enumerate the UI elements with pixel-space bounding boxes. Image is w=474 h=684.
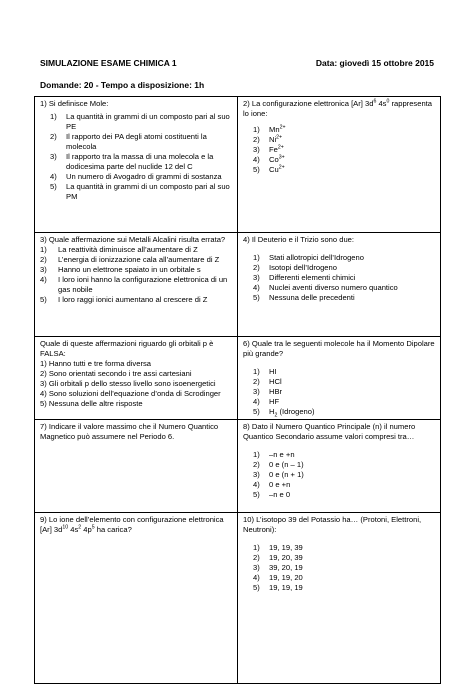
list-item: 4) Un numero di Avogadro di grammi di sostanza [50, 172, 222, 182]
list-item: 1) HI [253, 367, 277, 377]
list-item: 1) $Mn^{2+}$ [253, 124, 286, 135]
list-item: 1) –n e +n [253, 450, 295, 460]
list-item: 2) Il rapporto dei PA degli atomi costituenti la molecola [50, 132, 207, 152]
list-item: 1) La quantità in grammi di un composto pari al suo PE [50, 112, 230, 132]
question-2-options [243, 125, 436, 175]
question-4-options [243, 253, 436, 303]
table-row [35, 233, 441, 337]
question-6-prompt: 6) Quale tra le seguenti molecole ha il Momento Dipolare più grande? [243, 339, 435, 359]
list-item: 3) HBr [253, 387, 283, 397]
list-item: 4) $Co^{3+}$ [253, 154, 285, 165]
list-item: 1) La reattività diminuisce all’aumentare di Z [40, 245, 198, 255]
question-4-cell [238, 233, 441, 337]
list-item: 5) Nessuna delle altre risposte [40, 399, 143, 409]
question-5-cell [35, 337, 238, 420]
list-item: 3) Gli orbitali p dello stesso livello sono isoenergetici [40, 379, 216, 389]
question-3-cell [35, 233, 238, 337]
question-3-options [40, 245, 233, 305]
list-item: 5) La quantità in grammi di un composto pari al suo PM [50, 182, 230, 202]
list-item: 4) 19, 19, 20 [253, 573, 303, 583]
table-row [35, 337, 441, 420]
list-item: 3) $Fe^{2+}$ [253, 144, 284, 155]
question-1-options [40, 112, 233, 202]
question-5-prompt: Quale di queste affermazioni riguardo gli orbitali p è FALSA: [40, 339, 214, 359]
list-item: 5) I loro raggi ionici aumentano al crescere di Z [40, 295, 208, 305]
list-item: 4) Sono soluzioni dell’equazione d’onda di Scrodinger [40, 389, 221, 399]
list-item: 1) 19, 19, 39 [253, 543, 303, 553]
list-item: 2) HCl [253, 377, 282, 387]
list-item: 4) Nuclei aventi diverso numero quantico [253, 283, 398, 293]
list-item: 1) Stati allotropici dell’Idrogeno [253, 253, 364, 263]
exam-date: Data: giovedì 15 ottobre 2015 [315, 58, 434, 68]
list-item: 2) $Ni^{2+}$ [253, 134, 283, 145]
questions-table [34, 96, 441, 684]
list-item: 2) L’energia di ionizzazione cala all’aumentare di Z [40, 255, 220, 265]
question-10-options [243, 543, 436, 593]
list-item: 5) –n e 0 [253, 490, 291, 500]
list-item: 4) 0 e +n [253, 480, 291, 490]
question-8-prompt: 8) Dato il Numero Quantico Principale (n) il numero Quantico Secondario assume valori compresi tra… [243, 422, 416, 442]
table-row [35, 513, 441, 684]
question-1-prompt: 1) Si definisce Mole: [40, 99, 109, 108]
question-6-options [243, 367, 436, 417]
list-item: 3) Il rapporto tra la massa di una molecola e la dodicesima parte del nuclide 12 del C [50, 152, 214, 172]
list-item: 4) I loro ioni hanno la configurazione elettronica di un gas nobile [40, 275, 228, 295]
list-item: 2) 19, 20, 39 [253, 553, 303, 563]
question-10-prompt: 10) L’isotopo 39 del Potassio ha… (Protoni, Elettroni, Neutroni): [243, 515, 422, 535]
question-8-options [243, 450, 436, 500]
question-3-prompt: 3) Quale affermazione sui Metalli Alcalini risulta errata? [40, 235, 226, 244]
question-9-cell [35, 513, 238, 684]
list-item: 5) 19, 19, 19 [253, 583, 303, 593]
list-item: 3) Differenti elementi chimici [253, 273, 356, 283]
question-4-prompt: 4) Il Deuterio e il Trizio sono due: [243, 235, 355, 244]
list-item: 5) Nessuna delle precedenti [253, 293, 355, 303]
list-item: 1) Hanno tutti e tre forma diversa [40, 359, 152, 369]
list-item: 2) Sono orientati secondo i tre assi cartesiani [40, 369, 192, 379]
list-item: 2) 0 e (n – 1) [253, 460, 304, 470]
question-7-cell [35, 420, 238, 513]
exam-subtitle: Domande: 20 - Tempo a disposizione: 1h [40, 80, 205, 90]
list-item: 3) Hanno un elettrone spaiato in un orbitale s [40, 265, 201, 275]
question-2-prompt: 2) La configurazione elettronica [Ar] $3d^6$ $4s^0$ rappresenta lo ione: [243, 98, 432, 119]
list-item: 2) Isotopi dell’Idrogeno [253, 263, 337, 273]
list-item: 3) 0 e (n + 1) [253, 470, 304, 480]
question-9-prompt: 9) Lo ione dell’elemento con configurazione elettronica [Ar] $3d^{10}$ $4s^2$ $4p^5$ ha carica? [40, 515, 224, 535]
question-2-cell [238, 97, 441, 233]
list-item: 4) HF [253, 397, 280, 407]
question-10-cell [238, 513, 441, 684]
exam-title: SIMULAZIONE ESAME CHIMICA 1 [40, 58, 177, 68]
question-1-cell [35, 97, 238, 233]
list-item: 3) 39, 20, 19 [253, 563, 303, 573]
list-item: 5) $H_2$ (Idrogeno) [253, 407, 315, 419]
question-6-cell [238, 337, 441, 420]
question-7-prompt: 7) Indicare il valore massimo che il Numero Quantico Magnetico può assumere nel Periodo 6. [40, 422, 219, 442]
question-8-cell [238, 420, 441, 513]
list-item: 5) $Cu^{2+}$ [253, 164, 285, 175]
table-row [35, 97, 441, 233]
table-row [35, 420, 441, 513]
